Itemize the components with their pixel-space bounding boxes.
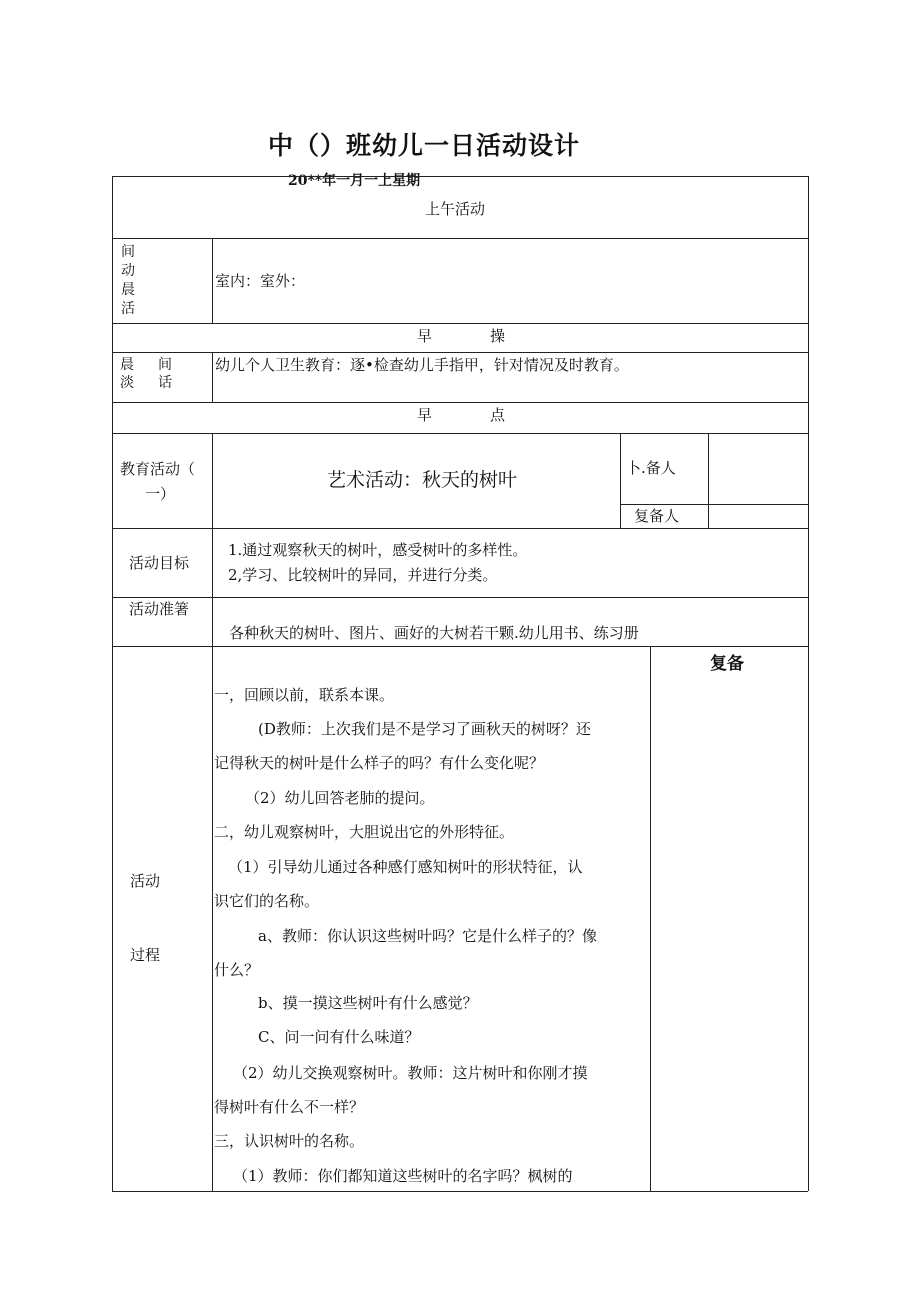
snack-char-2: 点: [490, 406, 506, 424]
goal-item-1: 1.通过观察秋天的树叶，感受树叶的多样性。: [228, 541, 528, 559]
goal-item-2: 2,学习、比较树叶的异同，并进行分类。: [228, 566, 498, 584]
morning-header: 上午活动: [425, 200, 486, 218]
process-line: 二，幼儿观察树叶，大胆说出它的外形特征。: [214, 823, 515, 841]
process-line: (D教师：上次我们是不是学习了画秋天的树呀？还: [258, 720, 591, 738]
table-border-top: [112, 176, 808, 177]
row-divider: [112, 433, 808, 434]
process-line: 得树叶有什么不一样？: [214, 1098, 365, 1116]
process-label-line1: 活动: [130, 872, 161, 890]
morning-talk-label-char: 间: [158, 357, 172, 373]
row-divider: [112, 402, 808, 403]
process-line: a、教师：你认识这些树叶吗？它是什么样子的？像: [258, 927, 597, 945]
process-line: （1）教师：你们都知道这些树叶的名字吗？枫树的: [233, 1167, 573, 1185]
education-label-line2: 一）: [145, 485, 176, 503]
snack-char-1: 早: [417, 406, 433, 424]
date-line: 20**年一月一上星期: [288, 173, 421, 189]
label-char: 动: [121, 263, 135, 279]
morning-activity-label: [121, 243, 137, 319]
column-divider: [212, 433, 213, 1191]
label-char: 活: [121, 301, 135, 317]
goals-label: 活动目标: [129, 554, 190, 572]
process-label-line2: 过程: [130, 946, 161, 964]
process-line: （2）幼儿交换观察树叶。教师：这片树叶和你刚才摸: [233, 1064, 588, 1082]
row-divider: [112, 323, 808, 324]
process-line: b、摸一摸这些树叶有什么感觉？: [258, 994, 478, 1012]
process-line: （2）幼儿回答老肺的提问。: [245, 789, 435, 807]
column-divider: [708, 433, 709, 528]
column-divider: [620, 433, 621, 528]
process-line: 三，认识树叶的名称。: [214, 1132, 365, 1150]
process-line: （1）引导幼儿通过各种感仃感知树叶的形状特征，认: [228, 858, 583, 876]
process-line: 记得秋天的树叶是什么样子的吗？有什么变化呢？: [214, 754, 545, 772]
education-label-line1: 教育活动（: [120, 460, 196, 478]
morning-activity-content: 室内：室外：: [215, 272, 306, 290]
preparer-label: 卜.备人: [626, 459, 676, 477]
row-divider: [112, 528, 808, 529]
column-divider: [212, 238, 213, 323]
row-divider: [112, 352, 808, 353]
reviewer-label: 复备人: [634, 507, 680, 525]
row-divider: [620, 504, 808, 505]
table-border-bottom: [112, 1191, 808, 1192]
column-divider: [212, 352, 213, 402]
process-line: C、问一问有什么味道？: [258, 1028, 420, 1046]
preparation-content: 各种秋天的树叶、图片、画好的大树若干颗.幼儿用书、练习册: [229, 624, 639, 642]
label-char: 间: [121, 244, 135, 260]
page-title: 中（）班幼儿一日活动设计: [268, 131, 581, 160]
preparation-label: 活动准箸: [129, 600, 190, 618]
row-divider: [112, 597, 808, 598]
table-border-left: [112, 176, 113, 1191]
process-line: 什么？: [214, 961, 260, 979]
table-border-right: [808, 176, 809, 1191]
row-divider: [112, 238, 808, 239]
process-line: 一，回顾以前，联系本课。: [214, 686, 395, 704]
exercise-char-2: 操: [490, 327, 506, 345]
column-divider: [650, 646, 651, 1191]
morning-talk-label-char: 晨: [120, 357, 134, 373]
exercise-char-1: 早: [417, 327, 433, 345]
review-label: 复备: [710, 654, 744, 674]
row-divider: [112, 646, 808, 647]
morning-talk-content: 幼儿个人卫生教育：逐•检查幼儿手指甲，针对情况及时教育。: [215, 356, 629, 374]
morning-talk-label-char: 淡: [120, 375, 134, 391]
process-line: 识它们的名称。: [214, 892, 320, 910]
morning-talk-label-char: 话: [158, 375, 172, 391]
education-activity-title: 艺术活动：秋天的树叶: [327, 469, 518, 491]
label-char: 晨: [121, 282, 135, 298]
